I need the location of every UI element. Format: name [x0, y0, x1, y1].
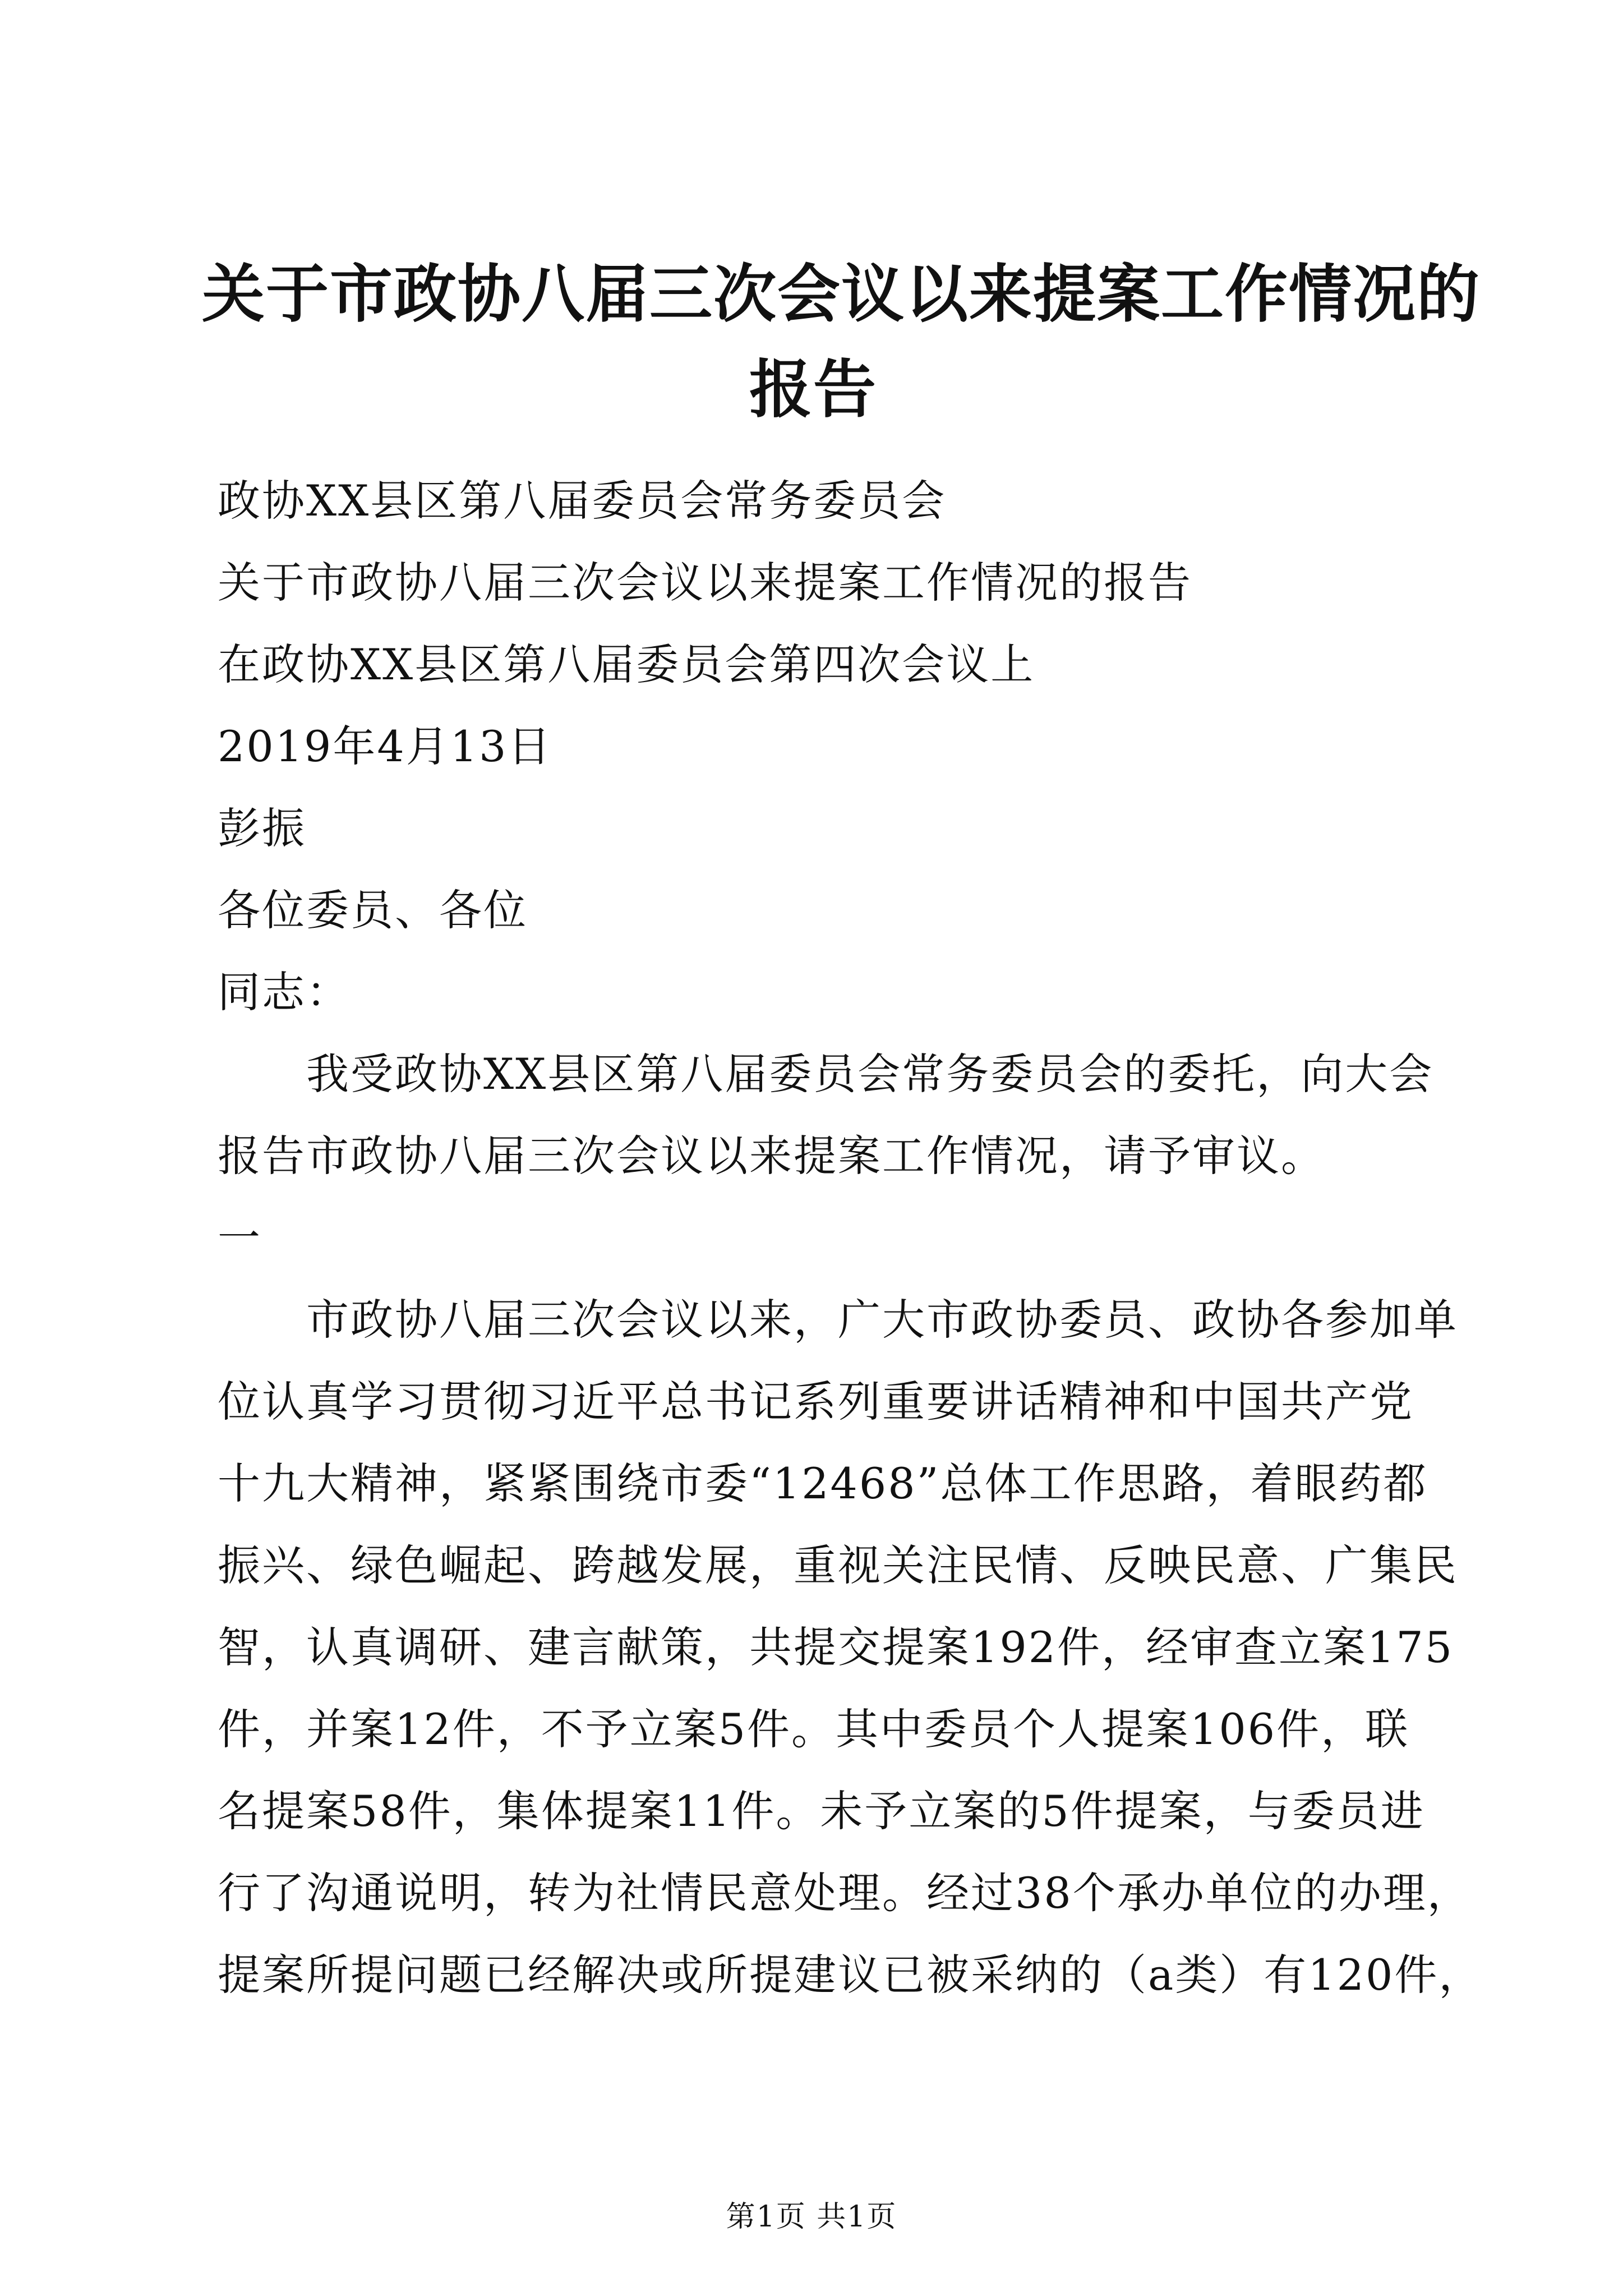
paragraph-1-line-2: 报告市政协八届三次会议以来提案工作情况，请予审议。 [218, 1131, 1325, 1181]
salutation-line-2: 同志： [218, 967, 351, 1017]
paragraph-2-line-8: 行了沟通说明，转为社情民意处理。经过38个承办单位的办理， [218, 1868, 1472, 1918]
paragraph-1-line-1: 我受政协XX县区第八届委员会常务委员会的委托，向大会 [306, 1049, 1434, 1099]
paragraph-2-line-3: 十九大精神，紧紧围绕市委“12468”总体工作思路，着眼药都 [218, 1458, 1428, 1508]
meeting-line: 在政协XX县区第八届委员会第四次会议上 [218, 639, 1035, 689]
title-line-2: 报告 [749, 353, 877, 426]
section-number: 一 [218, 1213, 262, 1263]
paragraph-2-line-1: 市政协八届三次会议以来，广大市政协委员、政协各参加单 [306, 1295, 1458, 1345]
document-body [218, 460, 1483, 2016]
salutation-line-1: 各位委员、各位 [218, 885, 528, 935]
paragraph-2-line-2: 位认真学习贯彻习近平总书记系列重要讲话精神和中国共产党 [218, 1377, 1414, 1427]
paragraph-2-line-4: 振兴、绿色崛起、跨越发展，重视关注民情、反映民意、广集民 [218, 1540, 1458, 1590]
author-line: 彭振 [218, 803, 306, 853]
paragraph-2-line-5: 智，认真调研、建言献策，共提交提案192件，经审查立案175 [218, 1622, 1454, 1672]
title-line-1: 关于市政协八届三次会议以来提案工作情况的 [202, 257, 1481, 331]
page-footer [0, 2194, 1623, 2239]
report-subtitle-line: 关于市政协八届三次会议以来提案工作情况的报告 [218, 558, 1192, 608]
date-line: 2019年4月13日 [218, 721, 552, 771]
issuer-line: 政协XX县区第八届委员会常务委员会 [218, 476, 947, 526]
paragraph-2-line-7: 名提案58件，集体提案11件。未予立案的5件提案，与委员进 [218, 1786, 1425, 1836]
paragraph-2-line-9: 提案所提问题已经解决或所提建议已被采纳的（a类）有120件， [218, 1950, 1483, 2000]
document-title [202, 247, 1481, 438]
paragraph-2-line-6: 件，并案12件，不予立案5件。其中委员个人提案106件，联 [218, 1704, 1410, 1754]
page-number-label: 第1页 共1页 [726, 2200, 897, 2234]
